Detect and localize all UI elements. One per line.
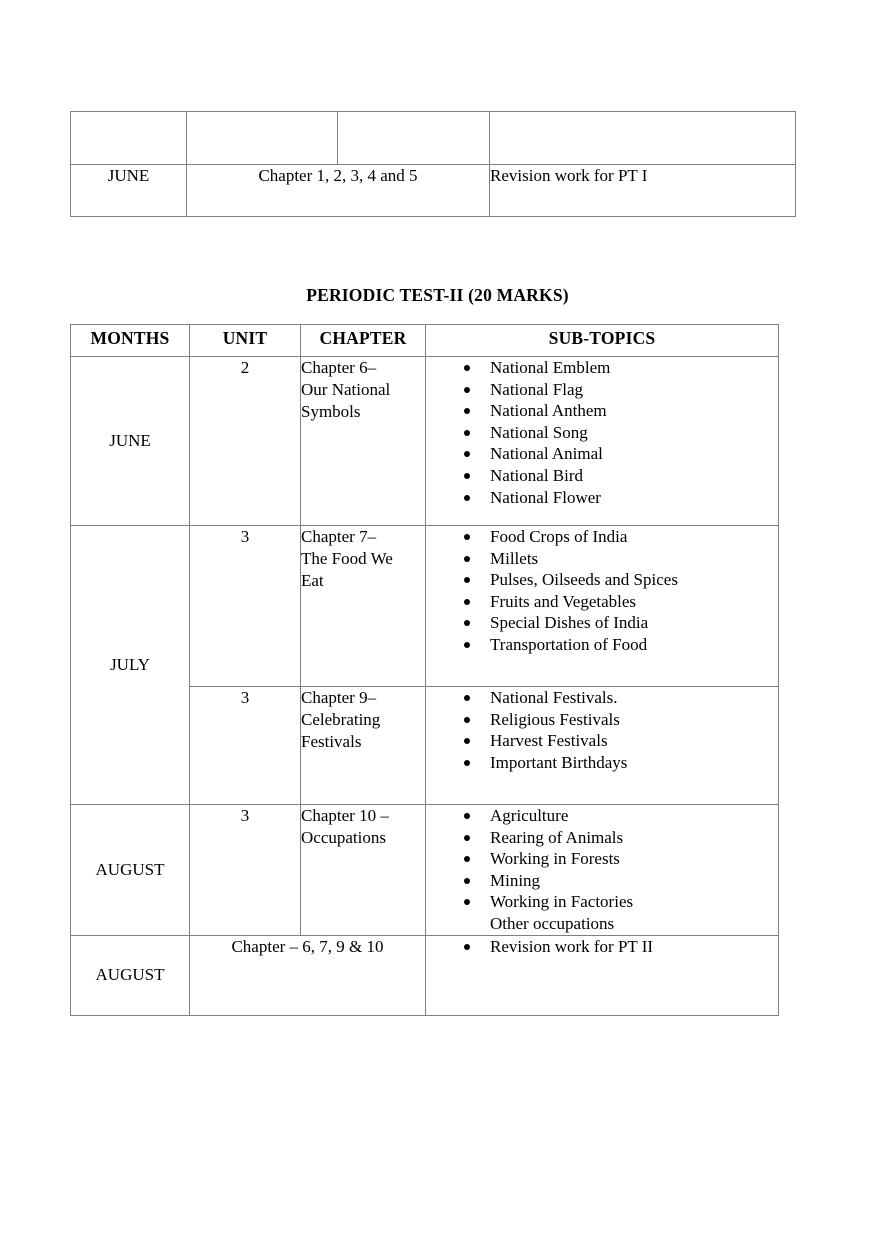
list-item: Other occupations xyxy=(490,913,615,933)
list-item: Important Birthdays xyxy=(426,752,778,774)
cell-chapter-range: Chapter 1, 2, 3, 4 and 5 xyxy=(187,165,490,217)
column-header-chapter: CHAPTER xyxy=(301,325,426,357)
cell-chapter xyxy=(301,357,426,526)
chapter-line: Chapter 6– xyxy=(301,358,377,377)
cell-subtopics xyxy=(426,935,779,1015)
cell-chapter xyxy=(301,526,426,687)
chapter-line: Chapter 10 – xyxy=(301,806,389,825)
cell-unit: 2 xyxy=(190,357,301,526)
cell-month xyxy=(71,357,190,526)
topic-list xyxy=(426,805,778,935)
list-item: National Emblem xyxy=(426,357,778,379)
cell-chapter xyxy=(301,687,426,805)
list-item: Working in Forests xyxy=(426,848,778,870)
list-item: Harvest Festivals xyxy=(426,730,778,752)
table-row xyxy=(71,112,796,165)
table-row xyxy=(71,935,779,1015)
cell-revision-pt1: Revision work for PT I xyxy=(490,165,796,217)
chapter-line: The Food We xyxy=(301,549,393,568)
cell-subtopics xyxy=(426,805,779,936)
list-item: Transportation of Food xyxy=(426,634,778,656)
chapter-line: Symbols xyxy=(301,402,361,421)
page-title: PERIODIC TEST-II (20 MARKS) xyxy=(306,285,569,305)
list-item: Working in Factories xyxy=(426,891,778,913)
list-item: Pulses, Oilseeds and Spices xyxy=(426,569,778,591)
cell-unit: 3 xyxy=(190,805,301,936)
cell-unit: 3 xyxy=(190,526,301,687)
list-item: Millets xyxy=(426,548,778,570)
cell-unit: 3 xyxy=(190,687,301,805)
continuation-table xyxy=(70,111,796,217)
cell-chapter-range: Chapter – 6, 7, 9 & 10 xyxy=(190,935,426,1015)
cell-month xyxy=(71,935,190,1015)
cell-subtopics xyxy=(426,357,779,526)
list-item: National Bird xyxy=(426,465,778,487)
list-item: Rearing of Animals xyxy=(426,827,778,849)
cell-subtopics xyxy=(426,526,779,687)
column-header-months: MONTHS xyxy=(71,325,190,357)
list-item: National Festivals. xyxy=(426,687,778,709)
chapter-line: Eat xyxy=(301,571,324,590)
syllabus-table xyxy=(70,324,779,1016)
topic-list xyxy=(426,687,778,773)
cell-chapter xyxy=(301,805,426,936)
month-label: JULY xyxy=(110,655,150,674)
table-row xyxy=(71,805,779,936)
list-item: Mining xyxy=(426,870,778,892)
chapter-line: Occupations xyxy=(301,828,386,847)
cell-empty-a xyxy=(187,112,338,165)
list-item: Fruits and Vegetables xyxy=(426,591,778,613)
table-row xyxy=(71,526,779,687)
column-header-subtopics: SUB-TOPICS xyxy=(426,325,779,357)
list-item: Agriculture xyxy=(426,805,778,827)
chapter-line: Celebrating xyxy=(301,710,381,729)
month-label: JUNE xyxy=(109,431,151,450)
table-header-row xyxy=(71,325,779,357)
list-item: Food Crops of India xyxy=(426,526,778,548)
list-item: National Flag xyxy=(426,379,778,401)
chapter-line: Chapter 7– xyxy=(301,527,377,546)
cell-empty-subtopics xyxy=(490,112,796,165)
cell-month xyxy=(71,526,190,805)
list-item: Special Dishes of India xyxy=(426,612,778,634)
chapter-line: Festivals xyxy=(301,732,362,751)
chapter-line: Our National xyxy=(301,380,391,399)
month-label: AUGUST xyxy=(95,859,165,879)
table-row xyxy=(71,165,796,217)
column-header-unit: UNIT xyxy=(190,325,301,357)
list-item: National Song xyxy=(426,422,778,444)
topic-list xyxy=(426,526,778,656)
cell-month-june: JUNE xyxy=(71,165,187,217)
topic-list xyxy=(426,357,778,508)
list-item: Revision work for PT II xyxy=(426,936,778,958)
cell-empty-month xyxy=(71,112,187,165)
list-item: National Anthem xyxy=(426,400,778,422)
table-row xyxy=(71,357,779,526)
list-item: National Animal xyxy=(426,443,778,465)
month-label: AUGUST xyxy=(95,965,165,985)
cell-subtopics xyxy=(426,687,779,805)
chapter-line: Chapter 9– xyxy=(301,688,377,707)
list-item: National Flower xyxy=(426,487,778,509)
cell-empty-b xyxy=(338,112,490,165)
topic-list xyxy=(426,936,778,958)
list-item: Religious Festivals xyxy=(426,709,778,731)
cell-month xyxy=(71,805,190,936)
